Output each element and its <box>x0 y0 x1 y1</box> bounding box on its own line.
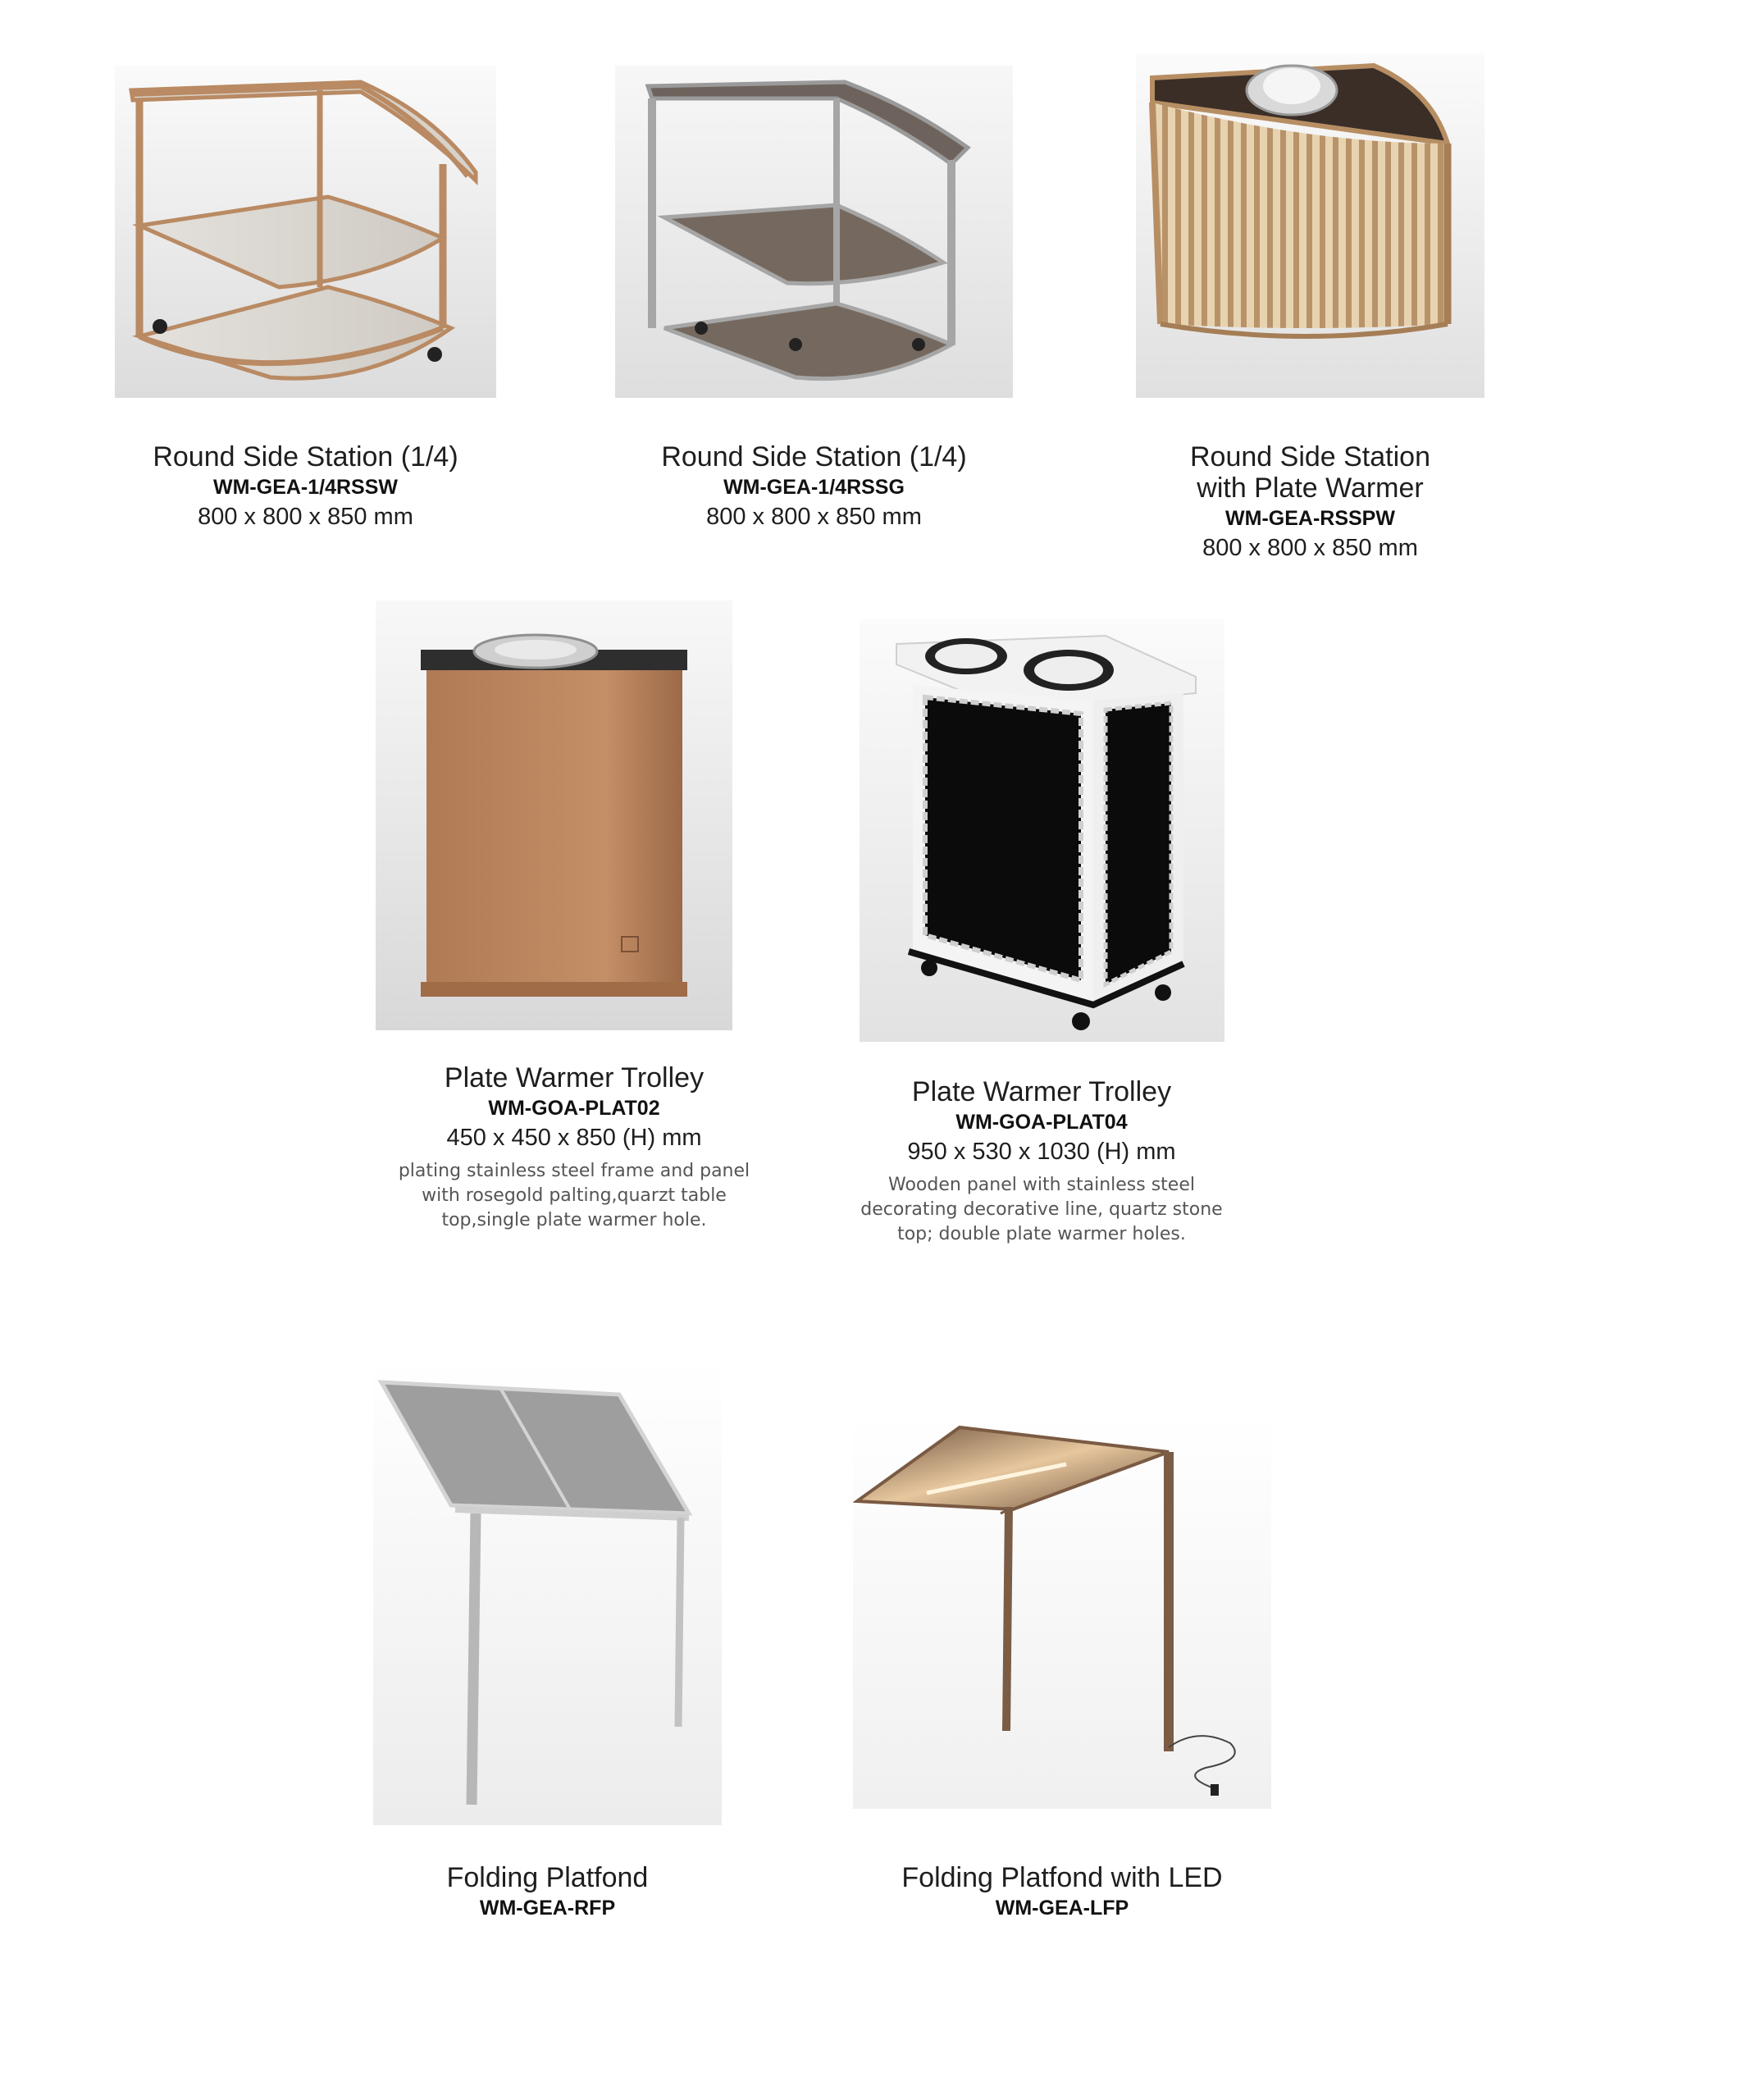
product-title: Round Side Station (1/4) <box>661 441 967 472</box>
product-code: WM-GEA-RSSPW <box>1225 507 1395 530</box>
product-title: Plate Warmer Trolley <box>444 1062 705 1093</box>
product-dimensions: 800 x 800 x 850 mm <box>1202 535 1418 561</box>
product-title-line1: Round Side Station <box>1190 441 1430 472</box>
product-7-caption <box>837 1862 1288 1923</box>
product-description <box>828 1173 1255 1247</box>
product-5-caption <box>828 1076 1255 1247</box>
product-description <box>353 1159 796 1233</box>
description-line: top,single plate warmer hole. <box>441 1210 707 1230</box>
product-code: WM-GOA-PLAT02 <box>488 1097 660 1120</box>
product-code: WM-GEA-1/4RSSW <box>213 476 398 499</box>
product-code: WM-GEA-RFP <box>479 1897 616 1920</box>
product-code: WM-GEA-1/4RSSG <box>723 476 905 499</box>
product-3-image <box>1136 53 1484 398</box>
round-station-plate-warmer-illustration <box>1136 53 1484 398</box>
folding-platfond-led-illustration <box>853 1415 1271 1809</box>
product-title: Folding Platfond with LED <box>901 1862 1223 1893</box>
product-4-caption <box>353 1062 796 1233</box>
corner-shelf-rosegold-illustration <box>115 66 496 398</box>
plate-warmer-trolley-single-illustration <box>376 600 732 1030</box>
description-line: with rosegold palting,quarzt table <box>422 1185 727 1206</box>
product-code: WM-GEA-LFP <box>995 1897 1129 1920</box>
description-line: decorating decorative line, quartz stone <box>860 1199 1223 1220</box>
product-code: WM-GOA-PLAT04 <box>955 1111 1128 1134</box>
description-line: top; double plate warmer holes. <box>897 1224 1186 1244</box>
product-dimensions: 800 x 800 x 850 mm <box>706 504 922 530</box>
product-2-caption <box>615 441 1013 532</box>
product-3-caption <box>1136 441 1484 563</box>
product-title-line2: with Plate Warmer <box>1197 472 1424 504</box>
description-line: plating stainless steel frame and panel <box>398 1161 750 1181</box>
description-line: Wooden panel with stainless steel <box>888 1175 1195 1195</box>
product-5-image <box>860 619 1224 1042</box>
product-dimensions: 950 x 530 x 1030 (H) mm <box>907 1139 1176 1165</box>
product-title: Plate Warmer Trolley <box>911 1076 1172 1107</box>
product-4-image <box>376 600 732 1030</box>
product-6-image <box>373 1362 722 1825</box>
product-title: Folding Platfond <box>446 1862 649 1893</box>
product-title: Round Side Station (1/4) <box>153 441 458 472</box>
product-6-caption <box>373 1862 722 1923</box>
product-7-image <box>853 1415 1271 1809</box>
product-dimensions: 800 x 800 x 850 mm <box>198 504 413 530</box>
folding-platfond-illustration <box>373 1362 722 1825</box>
product-2-image <box>615 66 1013 398</box>
product-1-image <box>115 66 496 398</box>
product-1-caption <box>115 441 496 532</box>
plate-warmer-trolley-double-illustration <box>860 619 1224 1042</box>
corner-shelf-steel-illustration <box>615 66 1013 398</box>
product-dimensions: 450 x 450 x 850 (H) mm <box>446 1125 702 1151</box>
